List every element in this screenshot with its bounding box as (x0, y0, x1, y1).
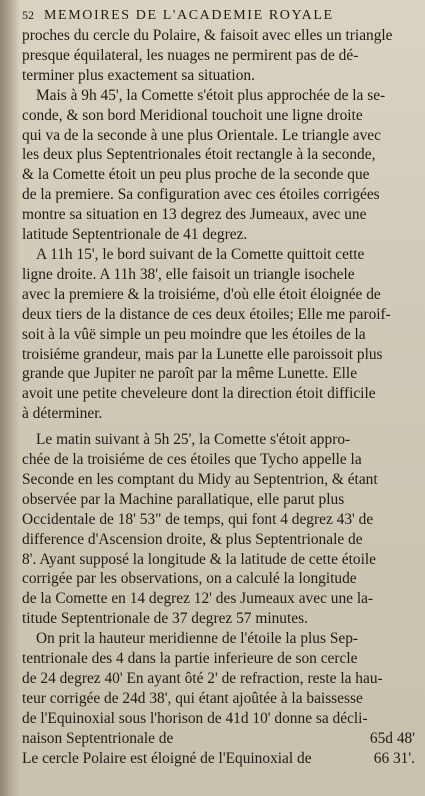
text-line: Le cercle Polaire est éloigné de l'Equinoxial de (22, 749, 312, 767)
text-line: naison Septentrionale de (22, 729, 174, 747)
text-line: 8'. Ayant supposé la longitude & la latitude de cette étoile (22, 550, 376, 568)
text-line: teur corrigée de 24d 38', qui étant ajoûtée à la baissesse (22, 689, 363, 707)
text-line: qui va de la seconde à une plus Orientale. Le triangle avec (22, 126, 381, 144)
paragraph-5 (22, 629, 415, 748)
paragraph-4 (22, 430, 415, 629)
page-number: 52 (22, 8, 34, 22)
text-line: Seconde en les comptant du Midy au Septentrion, & étant (22, 470, 378, 488)
page-title: MEMOIRES DE L'ACADEMIE ROYALE (44, 8, 334, 23)
text-line: de 24 degrez 40' En ayant ôté 2' de refraction, reste la hau- (22, 670, 383, 687)
paragraph-3 (22, 245, 415, 424)
text-line: chée de la troisiéme de ces étoiles que Tycho appelle la (22, 451, 362, 469)
text-line: A 11h 15', le bord suivant de la Comette quittoit cette (36, 245, 365, 263)
text-line: grande que Jupiter ne paroît par la même Lunette. Elle (22, 365, 358, 383)
text-line: ligne droite. A 11h 38', elle faisoit un triangle isochele (22, 265, 355, 283)
declination-line (22, 729, 415, 749)
text-line: de l'Equinoxial sous l'horison de 41d 10' donne sa décli- (22, 709, 368, 727)
text-line: de la premiere. Sa configuration avec ces étoiles corrigées (22, 186, 380, 204)
text-line: observée par la Machine parallatique, elle parut plus (22, 490, 345, 508)
text-line: Mais à 9h 45', la Comette s'étoit plus approchée de la se- (36, 86, 386, 104)
text-line: Occidentale de 18' 53" de temps, qui font 4 degrez 43' de (22, 510, 374, 528)
text-line: à déterminer. (22, 405, 103, 423)
text-line: soit à la vûë simple un peu moindre que les étoiles de la (22, 325, 366, 343)
text-line: avoit une petite cheveleure dont la direction étoit difficile (22, 385, 376, 403)
text-line: de la Comette en 14 degrez 12' des Jumeaux avec une la- (22, 590, 374, 608)
text-line: On prit la hauteur meridienne de l'étoile la plus Sep- (36, 630, 359, 648)
paragraph-6 (22, 749, 415, 769)
text-line: latitude Septentrionale de 41 degrez. (22, 226, 248, 244)
running-head (22, 8, 415, 24)
text-line: & la Comette étoit un peu plus proche de la seconde que (22, 166, 370, 184)
text-line: avec la premiere & la troisiéme, d'où elle étoit éloignée de (22, 285, 381, 303)
text-line: difference d'Ascension droite, & plus Septentrionale de (22, 530, 363, 548)
polar-circle-value: 66 31'. (373, 749, 415, 767)
text-line: montre sa situation en 13 degrez des Jumeaux, avec une (22, 206, 367, 224)
text-line: troisiéme grandeur, mais par la Lunette elle paroissoit plus (22, 345, 383, 363)
text-line: terminer plus exactement sa situation. (22, 66, 255, 84)
text-line: proches du cercle du Polaire, & faisoit avec elles un triangle (22, 27, 393, 44)
text-line: les deux plus Septentrionales étoit rectangle à la seconde, (22, 146, 376, 164)
paragraph-1 (22, 26, 415, 86)
text-line: corrigée par les observations, on a calculé la longitude (22, 570, 357, 588)
text-line: conde, & son bord Meridional touchoit une ligne droite (22, 106, 363, 124)
text-line: titude Septentrionale de 37 degrez 57 minutes. (22, 610, 308, 628)
text-line: Le matin suivant à 5h 25', la Comette s'étoit appro- (36, 431, 351, 449)
text-line: deux tiers de la distance de ces deux étoiles; Elle me paroif- (22, 305, 391, 323)
paragraph-2 (22, 86, 415, 245)
text-line: presque équilateral, les nuages ne permirent pas de dé- (22, 46, 359, 64)
polar-circle-line (22, 749, 415, 769)
text-line: tentrionale des 4 dans la partie inferieure de son cercle (22, 650, 358, 668)
declination-value: 65d 48' (369, 729, 415, 747)
